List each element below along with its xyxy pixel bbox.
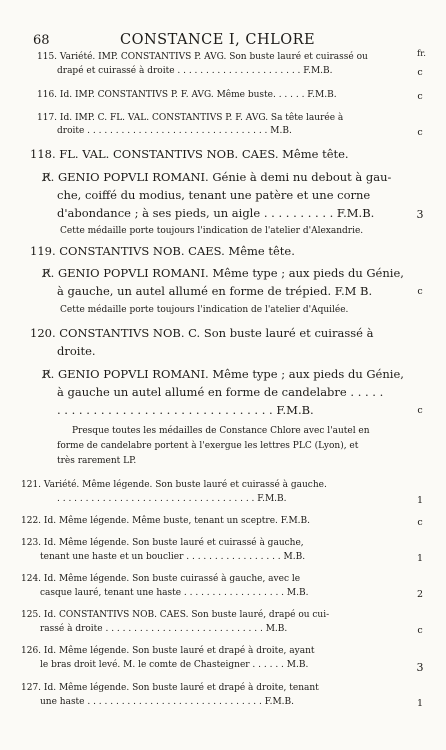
text-line: droite.	[57, 344, 96, 358]
text-line: 122. Id. Même légende. Même buste, tenant un sceptre. F.M.B.	[21, 516, 311, 526]
text-line: 116. Id. IMP. CONSTANTIVS P. F. AVG. Même buste. . . . . . F.M.B.	[37, 90, 337, 100]
page-number: 68	[33, 33, 50, 48]
text-line: . . . . . . . . . . . . . . . . . . . . . . . . . . . . . . . . . . . F.M.B.	[57, 494, 287, 504]
text-line: forme de candelabre portent à l'exergue les lettres PLC (Lyon), et	[57, 441, 359, 451]
text-line: 127. Id. Même légende. Son buste lauré et drapé à droite, tenant	[21, 683, 319, 693]
text-line: rassé à droite . . . . . . . . . . . . . . . . . . . . . . . . . . . . M.B.	[40, 624, 288, 634]
rarity-mark: 1	[416, 553, 424, 564]
text-line: 125. Id. CONSTANTIVS NOB. CAES. Son buste lauré, drapé ou cui-	[21, 610, 330, 620]
text-line: 121. Variété. Même légende. Son buste lauré et cuirassé à gauche.	[21, 480, 327, 490]
rarity-mark: c	[417, 625, 423, 636]
text-line: très rarement LP.	[57, 456, 137, 466]
text-line: 115. Variété. IMP. CONSTANTIVS P. AVG. Son buste lauré et cuirassé ou	[37, 52, 368, 62]
text-line: Presque toutes les médailles de Constance Chlore avec l'autel en	[72, 426, 370, 436]
text-line: casque lauré, tenant une haste . . . . . . . . . . . . . . . . . . M.B.	[40, 588, 309, 598]
text-line: Cette médaille porte toujours l'indication de l'atelier d'Aquilée.	[60, 305, 349, 315]
text-line: 126. Id. Même légende. Son buste lauré et drapé à droite, ayant	[21, 646, 315, 656]
text-line: che, coiffé du modius, tenant une patère et une corne	[57, 188, 371, 202]
text-line: 123. Id. Même légende. Son buste lauré et cuirassé à gauche,	[21, 538, 304, 548]
rarity-mark: 3	[416, 208, 424, 221]
rarity-mark: 3	[416, 661, 424, 674]
text-line: à gauche un autel allumé en forme de candelabre . . . . .	[57, 385, 384, 399]
text-line: 117. Id. IMP. C. FL. VAL. CONSTANTIVS P. F. AVG. Sa tête laurée à	[37, 113, 344, 123]
text-line: 120. CONSTANTIVS NOB. C. Son buste lauré et cuirassé à	[30, 326, 374, 340]
rarity-mark: c	[417, 127, 423, 138]
rarity-mark: c	[417, 405, 423, 416]
text-line: le bras droit levé. M. le comte de Chasteigner . . . . . . M.B.	[40, 660, 309, 670]
rarity-mark: c	[417, 286, 423, 297]
text-line: R̸. GENIO POPVLI ROMANI. Même type ; aux pieds du Génie,	[42, 367, 404, 381]
text-line: 118. FL. VAL. CONSTANTIVS NOB. CAES. Même tête.	[30, 147, 349, 161]
rarity-mark: 1	[416, 495, 424, 506]
text-line: d'abondance ; à ses pieds, un aigle . . . . . . . . . . F.M.B.	[57, 206, 375, 220]
rarity-column-label: fr.	[417, 49, 426, 59]
rarity-mark: c	[417, 67, 423, 78]
text-line: 119. CONSTANTIVS NOB. CAES. Même tête.	[30, 244, 295, 258]
text-line: une haste . . . . . . . . . . . . . . . . . . . . . . . . . . . . . . . F.M.B.	[40, 697, 294, 707]
text-line: à gauche, un autel allumé en forme de trépied. F.M B.	[57, 284, 373, 298]
text-line: drapé et cuirassé à droite . . . . . . . . . . . . . . . . . . . . . . F.M.B.	[57, 66, 333, 76]
text-line: R̸. GENIO POPVLI ROMANI. Même type ; aux pieds du Génie,	[42, 266, 404, 280]
rarity-mark: 1	[416, 698, 424, 709]
text-line: tenant une haste et un bouclier . . . . . . . . . . . . . . . . . M.B.	[40, 552, 306, 562]
rarity-mark: c	[417, 517, 423, 528]
text-line: . . . . . . . . . . . . . . . . . . . . . . . . . . . . . . F.M.B.	[57, 403, 314, 417]
running-title: CONSTANCE I, CHLORE	[120, 32, 316, 48]
text-line: Cette médaille porte toujours l'indication de l'atelier d'Alexandrie.	[60, 226, 364, 236]
text-line: 124. Id. Même légende. Son buste cuirassé à gauche, avec le	[21, 574, 301, 584]
rarity-mark: 2	[416, 589, 424, 600]
rarity-mark: c	[417, 91, 423, 102]
text-line: droite . . . . . . . . . . . . . . . . . . . . . . . . . . . . . . . . M.B.	[57, 126, 292, 136]
text-line: R̸. GENIO POPVLI ROMANI. Génie à demi nu debout à gau-	[42, 170, 392, 184]
